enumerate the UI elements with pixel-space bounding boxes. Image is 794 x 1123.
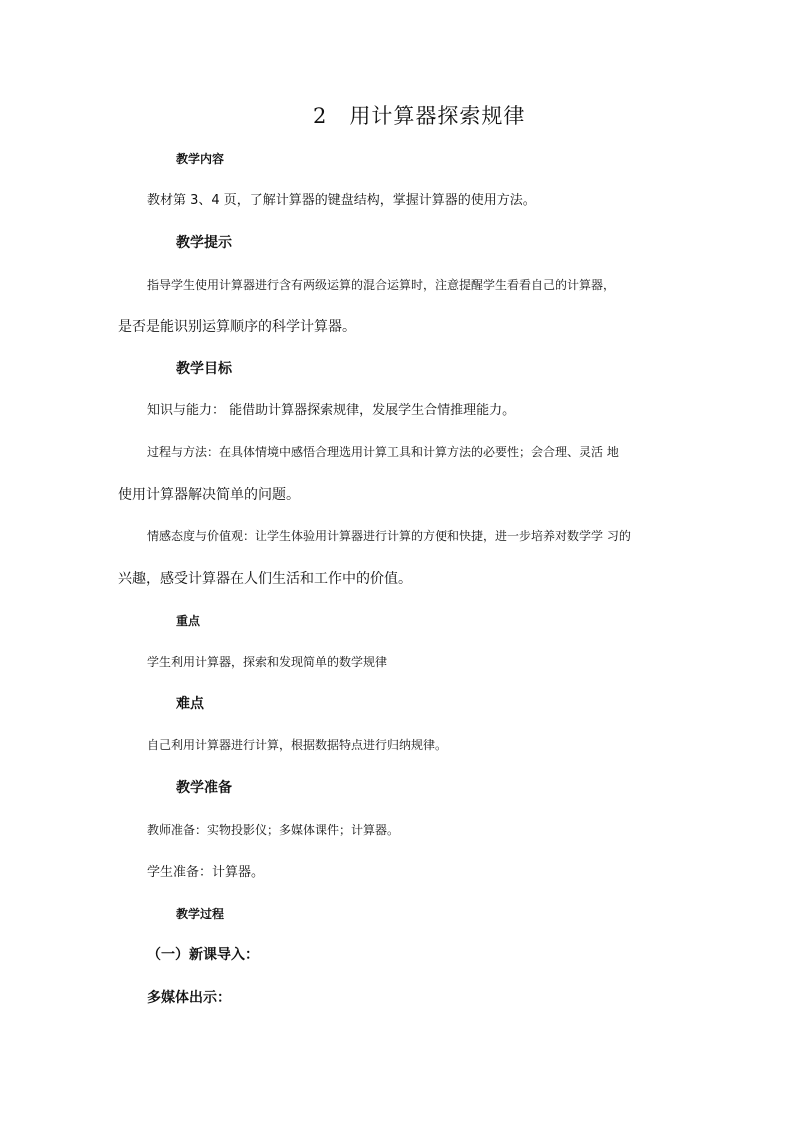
goal-emotion-line1: 情感态度与价值观：让学生体验用计算器进行计算的方便和快捷，进一步培养对数学学 习的 [147,529,631,543]
prep-teacher: 教师准备：实物投影仪；多媒体课件；计算器。 [147,823,400,837]
heading-key-point: 重点 [176,614,201,628]
goal-process-line1: 过程与方法：在具体情境中感悟合理选用计算工具和计算方法的必要性；会合理、灵活 地 [147,445,619,459]
step1-sub: 多媒体出示： [147,990,231,1006]
teaching-tips-line2: 是否是能识别运算顺序的科学计算器。 [118,319,356,335]
teaching-tips-line1: 指导学生使用计算器进行含有两级运算的混合运算时，注意提醒学生看看自己的计算器， [147,278,616,292]
heading-teaching-goals: 教学目标 [176,361,232,377]
heading-preparation: 教学准备 [176,780,232,796]
heading-teaching-process: 教学过程 [176,907,225,921]
goal-knowledge: 知识与能力： 能借助计算器探索规律，发展学生合情推理能力。 [147,403,516,418]
document-title: 2 用计算器探索规律 [313,104,526,128]
teaching-content-text: 教材第 3、4 页，了解计算器的键盘结构，掌握计算器的使用方法。 [147,193,536,208]
step1-heading: （一）新课导入： [147,947,259,963]
difficulty-text: 自己利用计算器进行计算，根据数据特点进行归纳规律。 [147,738,448,752]
heading-difficulty: 难点 [176,696,204,712]
key-point-text: 学生利用计算器，探索和发现简单的数学规律 [147,655,388,669]
goal-process-line2: 使用计算器解决简单的问题。 [118,487,300,503]
heading-teaching-content: 教学内容 [176,152,225,166]
heading-teaching-tips: 教学提示 [176,235,232,251]
goal-emotion-line2: 兴趣，感受计算器在人们生活和工作中的价值。 [118,571,412,587]
prep-student: 学生准备：计算器。 [147,865,265,880]
